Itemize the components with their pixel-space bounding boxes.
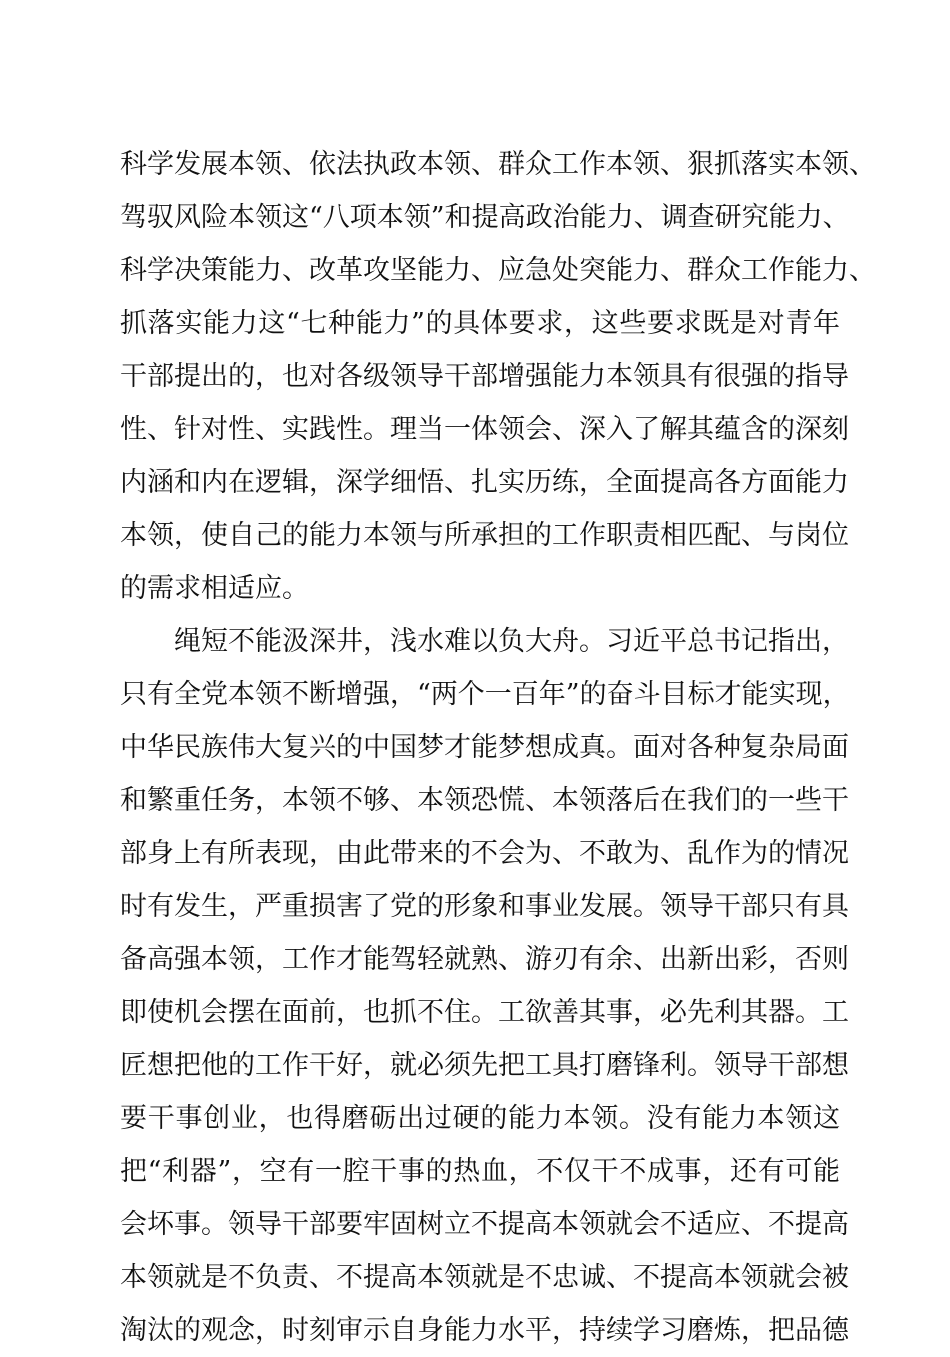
text-line: 时有发生，严重损害了党的形象和事业发展。领导干部只有具 (120, 891, 849, 922)
text-line: 本领就是不负责、不提高本领就是不忠诚、不提高本领就会被 (120, 1262, 849, 1293)
text-line: 的需求相适应。 (120, 573, 309, 604)
text-line: 绳短不能汲深井，浅水难以负大舟。习近平总书记指出， (174, 626, 849, 657)
text-line: 内涵和内在逻辑，深学细悟、扎实历练，全面提高各方面能力 (120, 467, 849, 498)
text-line: 即使机会摆在面前，也抓不住。工欲善其事，必先利其器。工 (120, 997, 849, 1028)
text-line: 会坏事。领导干部要牢固树立不提高本领就会不适应、不提高 (120, 1209, 849, 1240)
text-line: 本领，使自己的能力本领与所承担的工作职责相匹配、与岗位 (120, 520, 849, 551)
text-line: 抓落实能力这“七种能力”的具体要求，这些要求既是对青年 (120, 308, 840, 339)
text-line: 淘汰的观念，时刻审示自身能力水平，持续学习磨炼，把品德 (120, 1315, 849, 1346)
text-line: 要干事创业，也得磨砺出过硬的能力本领。没有能力本领这 (120, 1103, 840, 1134)
text-line: 性、针对性、实践性。理当一体领会、深入了解其蕴含的深刻 (120, 414, 849, 445)
text-line: 部身上有所表现，由此带来的不会为、不敢为、乱作为的情况 (120, 838, 849, 869)
text-line: 科学发展本领、依法执政本领、群众工作本领、狠抓落实本领、 (120, 149, 876, 180)
text-line: 备高强本领，工作才能驾轻就熟、游刃有余、出新出彩，否则 (120, 944, 849, 975)
text-line: 只有全党本领不断增强，“两个一百年”的奋斗目标才能实现， (120, 679, 850, 710)
text-line: 驾驭风险本领这“八项本领”和提高政治能力、调查研究能力、 (120, 202, 850, 233)
text-line: 科学决策能力、改革攻坚能力、应急处突能力、群众工作能力、 (120, 255, 876, 286)
body-text (120, 138, 876, 1357)
text-line: 把“利器”，空有一腔干事的热血，不仅干不成事，还有可能 (120, 1156, 840, 1187)
text-line: 和繁重任务，本领不够、本领恐慌、本领落后在我们的一些干 (120, 785, 849, 816)
text-line: 匠想把他的工作干好，就必须先把工具打磨锋利。领导干部想 (120, 1050, 849, 1081)
text-line: 干部提出的，也对各级领导干部增强能力本领具有很强的指导 (120, 361, 849, 392)
text-line: 中华民族伟大复兴的中国梦才能梦想成真。面对各种复杂局面 (120, 732, 849, 763)
